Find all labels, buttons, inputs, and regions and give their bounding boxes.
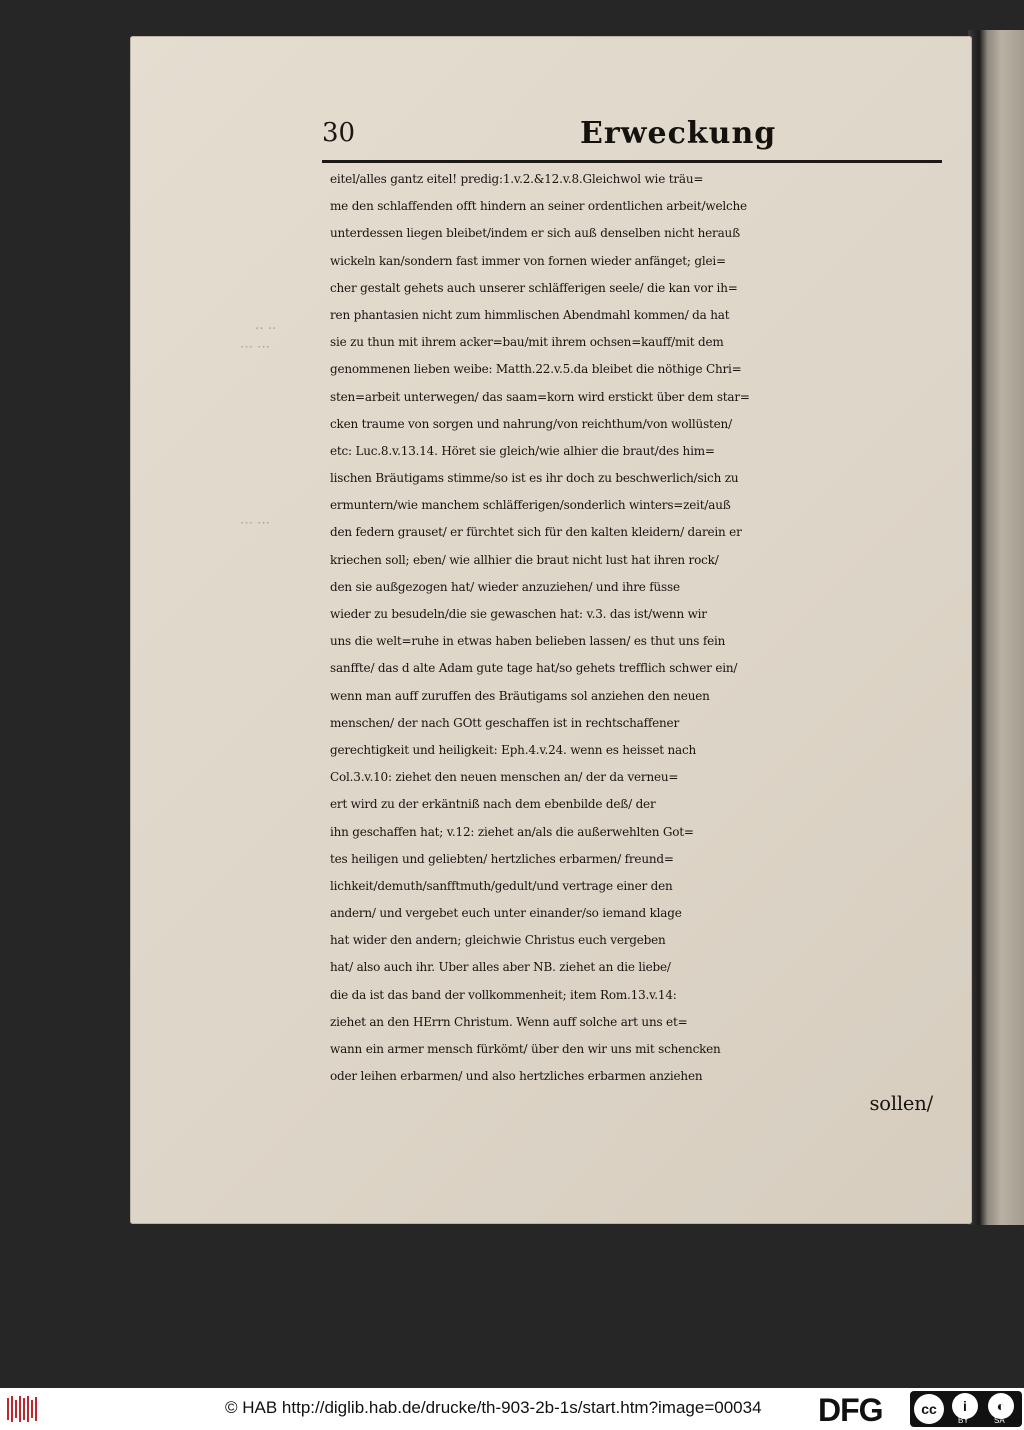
text-line: me den schlaffenden offt hindern an seiner ordentlichen arbeit/welche: [330, 199, 747, 214]
text-line: etc: Luc.8.v.13.14. Höret sie gleich/wie alhier die braut/des him=: [330, 443, 715, 458]
show-through-text: ⋯ ⋯: [240, 340, 271, 355]
text-line: ren phantasien nicht zum himmlischen Abendmahl kommen/ da hat: [330, 307, 730, 322]
text-line: den sie außgezogen hat/ wieder anzuziehen/ und ihre füsse: [330, 579, 680, 594]
body-text: [330, 166, 955, 1118]
text-line: lischen Bräutigams stimme/so ist es ihr doch zu beschwerlich/sich zu: [330, 471, 739, 486]
text-line: uns die welt=ruhe in etwas haben belieben lassen/ es thut uns fein: [330, 634, 726, 649]
cc-icon: cc: [914, 1394, 944, 1424]
text-line: ermuntern/wie manchem schläfferigen/sonderlich winters=zeit/auß: [330, 498, 731, 513]
text-line: tes heiligen und geliebten/ hertzliches erbarmen/ freund=: [330, 851, 674, 866]
copyright-link[interactable]: © HAB http://diglib.hab.de/drucke/th-903-2b-1s/start.htm?image=00034: [225, 1398, 762, 1417]
text-line: cken traume von sorgen und nahrung/von reichthum/von wollüsten/: [330, 416, 732, 431]
text-line: menschen/ der nach GOtt geschaffen ist in rechtschaffener: [330, 715, 679, 730]
share-alike-icon: ◐: [988, 1393, 1014, 1419]
text-line: cher gestalt gehets auch unserer schläfferigen seele/ die kan vor ih=: [330, 280, 738, 295]
text-line: andern/ und vergebet euch unter einander/so iemand klage: [330, 906, 682, 921]
text-line: gerechtigkeit und heiligkeit: Eph.4.v.24. wenn es heisset nach: [330, 742, 697, 757]
text-line: lichkeit/demuth/sanfftmuth/gedult/und vertrage einer den: [330, 878, 673, 893]
running-head: Erweckung: [580, 116, 777, 151]
text-line: unterdessen liegen bleibet/indem er sich auß denselben nicht herauß: [330, 226, 740, 241]
show-through-text: ‥ ‥: [255, 318, 277, 333]
text-line: eitel/alles gantz eitel! predig:1.v.2.&12.v.8.Gleichwol wie träu=: [330, 172, 704, 186]
by-label: BY: [958, 1416, 969, 1425]
text-line: die da ist das band der vollkommenheit; item Rom.13.v.14:: [330, 987, 677, 1002]
page-number: 30: [322, 118, 356, 148]
text-line: sanffte/ das d alte Adam gute tage hat/so gehets trefflich schwer ein/: [330, 661, 738, 676]
text-line: den federn grauset/ er fürchtet sich für den kalten kleidern/ darein er: [330, 525, 742, 540]
text-line: hat/ also auch ihr. Uber alles aber NB. ziehet an die liebe/: [330, 960, 671, 975]
hab-logo-icon: [6, 1394, 40, 1424]
text-line: wieder zu besudeln/die sie gewaschen hat: v.3. das ist/wenn wir: [330, 607, 707, 621]
text-line: wickeln kan/sondern fast immer von fornen wieder anfänget; glei=: [330, 253, 726, 268]
text-line: genommenen lieben weibe: Matth.22.v.5.da bleibet die nöthige Chri=: [330, 362, 742, 377]
page-header: [322, 118, 942, 162]
dfg-logo: DFG: [818, 1392, 883, 1428]
footer-bar: [0, 1388, 1024, 1430]
text-line: hat wider den andern; gleichwie Christus euch vergeben: [330, 933, 666, 948]
text-line: sten=arbeit unterwegen/ das saam=korn wird erstickt über dem star=: [330, 389, 750, 404]
text-line: Col.3.v.10: ziehet den neuen menschen an/ der da verneu=: [330, 770, 679, 785]
text-line: sie zu thun mit ihrem acker=bau/mit ihrem ochsen=kauff/mit dem: [330, 335, 724, 350]
text-line: sollen/: [869, 1092, 933, 1116]
text-line: wenn man auff zuruffen des Bräutigams sol anziehen den neuen: [330, 688, 710, 703]
text-line: wann ein armer mensch fürkömt/ über den wir uns mit schencken: [330, 1042, 721, 1056]
text-line: kriechen soll; eben/ wie allhier die braut nicht lust hat ihren rock/: [330, 552, 719, 567]
text-line: oder leihen erbarmen/ und also hertzliches erbarmen anziehen: [330, 1069, 703, 1084]
text-line: ert wird zu der erkäntniß nach dem ebenbilde deß/ der: [330, 797, 656, 812]
text-line: ziehet an den HErrn Christum. Wenn auff solche art uns et=: [330, 1014, 688, 1029]
facing-page-edge: [968, 30, 1024, 1225]
sa-label: SA: [994, 1416, 1005, 1425]
cc-license-badge[interactable]: [910, 1391, 1022, 1427]
text-line: ihn geschaffen hat; v.12: ziehet an/als die außerwehlten Got=: [330, 824, 694, 839]
show-through-text: ⋯ ⋯: [240, 516, 271, 531]
header-rule: [322, 160, 942, 163]
by-attribution-icon: i: [952, 1393, 978, 1419]
